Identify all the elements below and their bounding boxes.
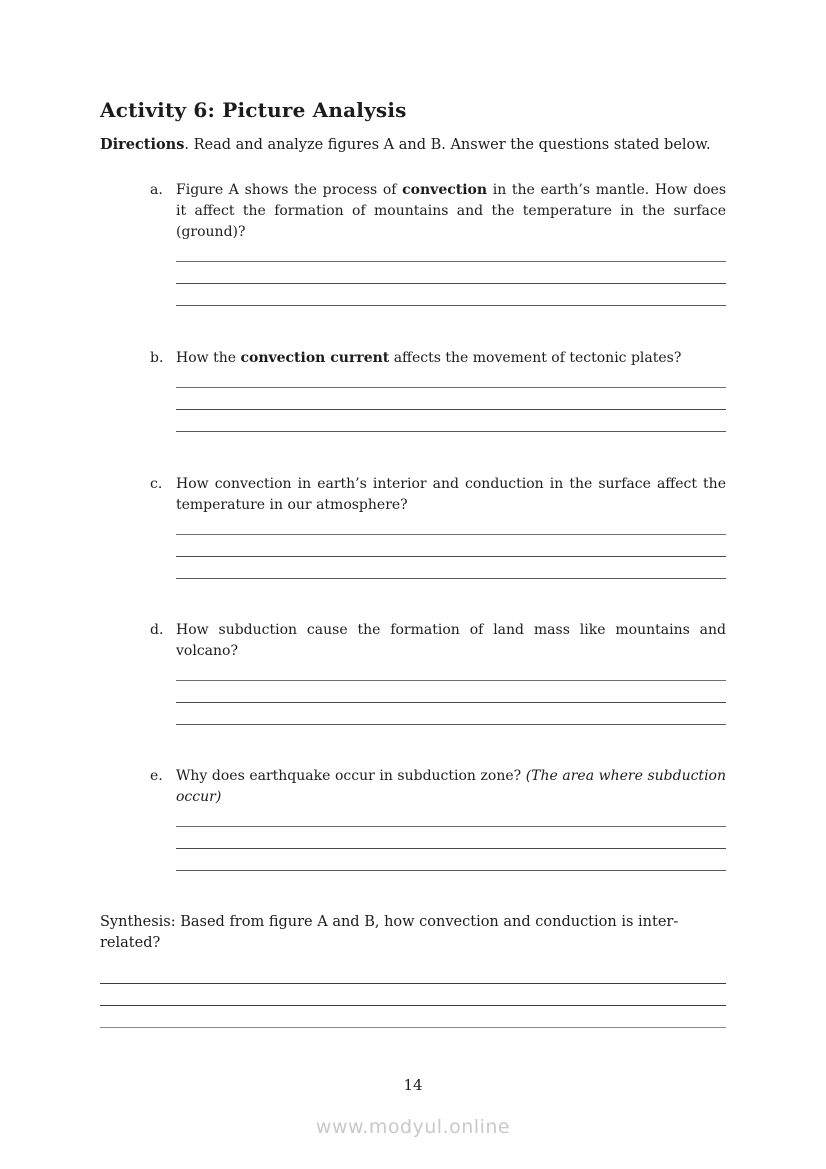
question-b bbox=[150, 348, 726, 432]
question-row bbox=[150, 766, 726, 808]
question-text-segment: How convection in earth’s interior and conduction in the surface affect the temperature in our atmosphere? bbox=[176, 476, 726, 513]
question-text bbox=[176, 474, 726, 516]
question-letter: e. bbox=[150, 768, 163, 784]
question-e bbox=[150, 766, 726, 871]
answer-lines bbox=[176, 808, 726, 871]
answer-line bbox=[176, 535, 726, 557]
question-letter: d. bbox=[150, 622, 164, 638]
synthesis-answer-line bbox=[100, 984, 726, 1006]
question-a bbox=[150, 180, 726, 306]
directions-label: Directions bbox=[100, 136, 185, 153]
question-row bbox=[150, 180, 726, 243]
answer-line bbox=[176, 243, 726, 262]
question-text-segment: convection current bbox=[240, 350, 390, 366]
question-text bbox=[176, 766, 726, 808]
question-row bbox=[150, 348, 726, 369]
question-letter: c. bbox=[150, 476, 163, 492]
watermark: www.modyul.online bbox=[315, 1116, 511, 1138]
question-letter: b. bbox=[150, 350, 164, 366]
answer-lines bbox=[176, 243, 726, 306]
question-row bbox=[150, 620, 726, 662]
page-number: 14 bbox=[403, 1076, 423, 1094]
answer-lines bbox=[176, 369, 726, 432]
question-text bbox=[176, 180, 726, 243]
question-text-segment: affects the movement of tectonic plates? bbox=[389, 350, 682, 366]
synthesis-question: Synthesis: Based from figure A and B, how convection and conduction is inter-related? bbox=[100, 914, 679, 951]
synthesis-answer-line bbox=[100, 954, 726, 984]
activity-title: Activity 6: Picture Analysis bbox=[100, 98, 407, 122]
question-text-segment: convection bbox=[402, 182, 488, 198]
answer-line bbox=[176, 410, 726, 432]
question-letter: a. bbox=[150, 182, 163, 198]
directions bbox=[100, 136, 711, 153]
question-text-segment: Figure A shows the process of bbox=[176, 182, 403, 198]
question-text-segment: How the bbox=[176, 350, 241, 366]
question-text bbox=[176, 620, 726, 662]
question-row bbox=[150, 474, 726, 516]
answer-lines bbox=[176, 516, 726, 579]
question-text-segment: in the earth’s mantle. How does it affect the formation of mountains and the temperature in the surface (ground)? bbox=[176, 182, 727, 240]
question-c bbox=[150, 474, 726, 579]
synthesis-answer-lines bbox=[100, 954, 726, 1028]
answer-line bbox=[176, 662, 726, 681]
answer-line bbox=[176, 516, 726, 535]
directions-text: . Read and analyze figures A and B. Answer the questions stated below. bbox=[184, 137, 711, 153]
answer-line bbox=[176, 703, 726, 725]
answer-line bbox=[176, 681, 726, 703]
answer-lines bbox=[176, 662, 726, 725]
answer-line bbox=[176, 557, 726, 579]
synthesis-answer-line bbox=[100, 1006, 726, 1028]
question-text-segment: How subduction cause the formation of land mass like mountains and volcano? bbox=[176, 622, 726, 659]
question-text bbox=[176, 348, 726, 369]
question-d bbox=[150, 620, 726, 725]
answer-line bbox=[176, 369, 726, 388]
question-text-segment: (The area where subduction occur) bbox=[176, 768, 726, 805]
answer-line bbox=[176, 827, 726, 849]
synthesis-block bbox=[100, 912, 726, 1028]
answer-line bbox=[176, 388, 726, 410]
answer-line bbox=[176, 284, 726, 306]
answer-line bbox=[176, 849, 726, 871]
answer-line bbox=[176, 808, 726, 827]
question-text-segment: Why does earthquake occur in subduction zone? bbox=[176, 768, 526, 784]
answer-line bbox=[176, 262, 726, 284]
